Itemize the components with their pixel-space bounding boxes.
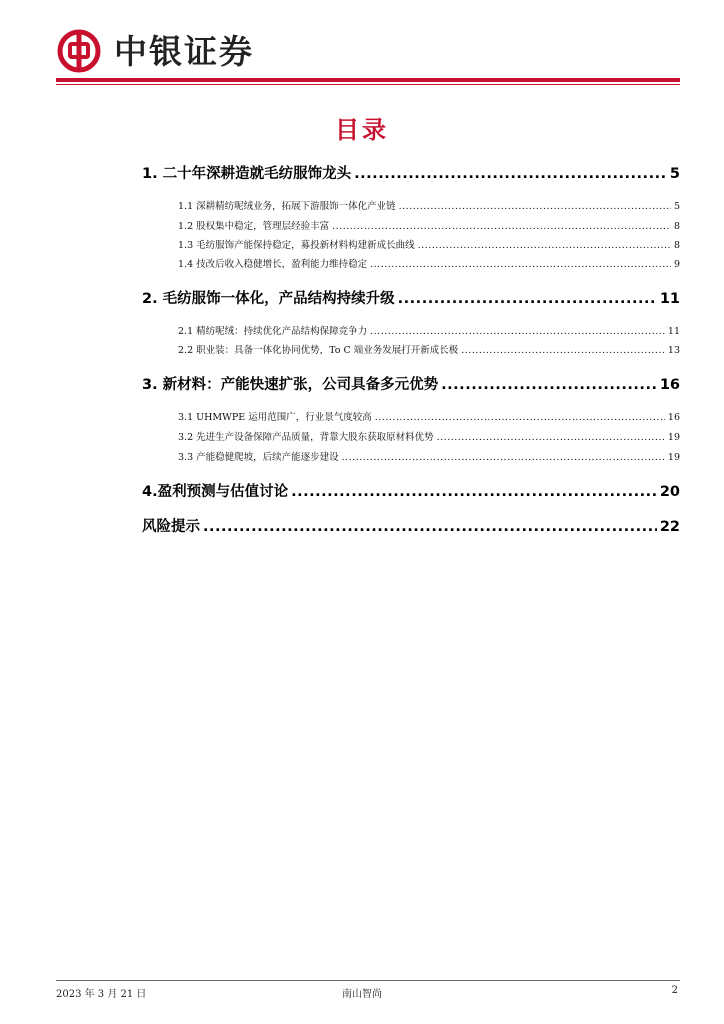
toc-entry[interactable] [178,429,680,443]
toc-entry[interactable] [178,323,680,337]
toc-entry[interactable] [178,237,680,251]
toc-entry-page: 5 [669,166,680,182]
header-divider-thin [56,84,680,85]
toc-entry-page: 8 [673,240,680,251]
toc-entry[interactable] [178,409,680,423]
report-header [56,28,680,84]
toc-entry[interactable] [142,480,680,501]
toc-entry-page: 9 [673,259,680,270]
toc-entry-page: 20 [659,484,680,500]
toc-entry-label: 3. 新材料：产能快速扩张，公司具备多元优势 [142,377,439,393]
toc-entry-page: 13 [667,345,680,356]
toc-entry-label: 1.2 股权集中稳定，管理层经验丰富 [178,221,330,232]
toc-entry[interactable] [178,256,680,270]
toc-entry-page: 5 [673,201,680,212]
toc-entry-label: 1.3 毛纺服饰产能保持稳定，募投新材料构建新成长曲线 [178,240,415,251]
toc-entry[interactable] [142,373,680,394]
toc-entry-page: 16 [659,377,680,393]
toc-entry-label: 3.1 UHMWPE 运用范围广，行业景气度较高 [178,412,372,423]
dot-leader [375,412,665,423]
report-date: 2023 年 3 月 21 日 [56,989,147,1000]
dot-leader [461,345,665,356]
toc-entry-page: 22 [659,519,680,535]
dot-leader [203,519,657,535]
toc-entry-page: 19 [667,452,680,463]
dot-leader [354,166,667,182]
dot-leader [441,377,657,393]
dot-leader [398,291,657,307]
dot-leader [332,221,671,232]
bank-of-china-logo-icon [56,28,102,74]
toc-entry-label: 风险提示 [142,519,200,535]
toc-entry[interactable] [142,287,680,308]
toc-entry-label: 3.2 先进生产设备保障产品质量，背靠大股东获取原材料优势 [178,432,434,443]
toc-entry-label: 4.盈利预测与估值讨论 [142,484,289,500]
toc-entry-page: 8 [673,221,680,232]
dot-leader [370,326,665,337]
footer-divider [56,980,680,981]
dot-leader [342,452,665,463]
brand-name: 中银证券 [114,32,254,71]
toc-title: 目录 [335,116,389,144]
toc-entry[interactable] [142,162,680,183]
toc-entry[interactable] [178,198,680,212]
toc-entry[interactable] [178,342,680,356]
dot-leader [418,240,671,251]
toc-entry[interactable] [142,515,680,536]
toc-entry-page: 11 [659,291,680,307]
toc-entry-label: 1.4 技改后收入稳健增长，盈利能力维持稳定 [178,259,368,270]
toc-entry-label: 3.3 产能稳健爬坡，后续产能逐步建设 [178,452,339,463]
company-name: 南山智尚 [342,989,382,1000]
page-number: 2 [671,985,678,996]
toc-entry-label: 2. 毛纺服饰一体化，产品结构持续升级 [142,291,395,307]
header-divider [56,78,680,82]
dot-leader [291,484,657,500]
toc-entry-page: 16 [667,412,680,423]
toc-entry-label: 2.2 职业装：具备一体化协同优势，To C 端业务发展打开新成长极 [178,345,459,356]
toc-entry-page: 11 [667,326,680,337]
toc-entry-label: 2.1 精纺呢绒：持续优化产品结构保障竞争力 [178,326,368,337]
toc-entry[interactable] [178,449,680,463]
dot-leader [370,259,671,270]
toc-entry[interactable] [178,218,680,232]
dot-leader [437,432,665,443]
toc-entry-page: 19 [667,432,680,443]
toc-entry-label: 1.1 深耕精纺呢绒业务，拓展下游服饰一体化产业链 [178,201,396,212]
toc-entry-label: 1. 二十年深耕造就毛纺服饰龙头 [142,166,352,182]
dot-leader [399,201,671,212]
